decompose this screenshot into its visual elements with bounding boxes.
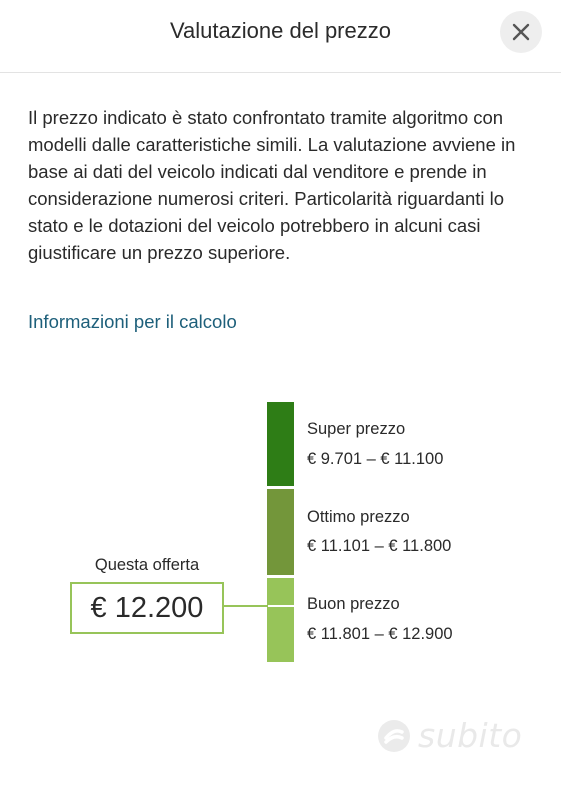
offer-price-box [70, 582, 224, 634]
scale-bar-buon [267, 578, 294, 662]
tier-ottimo-name: Ottimo prezzo [307, 508, 410, 526]
calculation-info-link[interactable]: Informazioni per il calcolo [28, 311, 237, 332]
subito-watermark [376, 716, 522, 755]
offer-marker [267, 605, 294, 607]
tier-buon-name: Buon prezzo [307, 595, 400, 613]
tier-ottimo-range: € 11.101 – € 11.800 [307, 537, 452, 555]
price-evaluation-description: Il prezzo indicato è stato confrontato tramite algoritmo con modelli dalle caratteristiche simili. La valutazione avviene in base ai dati del veicolo indicati dal venditore e prende in considerazione numerosi criteri. Particolarità riguardanti lo stato e le dotazioni del veicolo potrebbero in alcuni casi giustificare un prezzo superiore. [28, 107, 516, 263]
close-icon [512, 23, 530, 41]
modal-header [0, 0, 561, 73]
subito-logo-icon [376, 718, 412, 754]
tier-super-name: Super prezzo [307, 420, 406, 438]
offer-connector-line [222, 605, 268, 607]
offer-price: € 12.200 [90, 591, 204, 624]
scale-bar-ottimo [267, 489, 294, 575]
scale-bar-super [267, 402, 294, 486]
tier-super-range: € 9.701 – € 11.100 [307, 450, 444, 468]
watermark-text: subito [418, 716, 523, 755]
close-button[interactable] [500, 11, 542, 53]
tier-buon-range: € 11.801 – € 12.900 [307, 625, 453, 643]
modal-title: Valutazione del prezzo [170, 18, 391, 43]
offer-label: Questa offerta [94, 556, 200, 574]
